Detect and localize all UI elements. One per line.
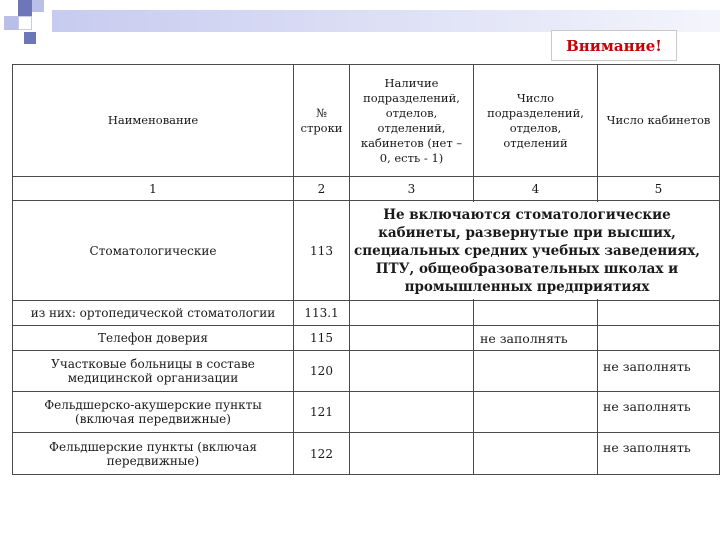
header-line-number: № строки xyxy=(294,65,350,177)
decor-square xyxy=(4,16,18,30)
row-name: Участковые больницы в составе медицинской организации xyxy=(13,351,294,392)
row-name: Стоматологические xyxy=(13,201,294,301)
row-name: Телефон доверия xyxy=(13,326,294,351)
do-not-fill-note: не заполнять xyxy=(480,331,568,346)
decor-square xyxy=(18,0,32,16)
decor-square xyxy=(24,32,36,44)
do-not-fill-note: не заполнять xyxy=(603,399,691,414)
column-number: 1 xyxy=(13,177,294,201)
attention-label: Внимание! xyxy=(551,30,677,61)
row-line-number: 121 xyxy=(294,392,350,433)
decor-square xyxy=(32,0,44,12)
column-number: 2 xyxy=(294,177,350,201)
header-cabinets-count: Число кабинетов xyxy=(598,65,720,177)
data-cell[interactable] xyxy=(350,351,474,392)
data-cell[interactable] xyxy=(474,433,598,475)
data-cell[interactable] xyxy=(474,392,598,433)
column-number: 4 xyxy=(474,177,598,201)
title-bar-decoration xyxy=(52,10,720,32)
row-line-number: 122 xyxy=(294,433,350,475)
header-name: Наименование xyxy=(13,65,294,177)
data-cell[interactable] xyxy=(350,392,474,433)
row-line-number: 113 xyxy=(294,201,350,301)
do-not-fill-note: не заполнять xyxy=(603,440,691,455)
column-number: 5 xyxy=(598,177,720,201)
do-not-fill-note: не заполнять xyxy=(603,359,691,374)
data-cell[interactable] xyxy=(350,433,474,475)
row-line-number: 113.1 xyxy=(294,301,350,326)
exclusion-notice-text: Не включаются стоматологические кабинеты, развернутые при высших, специальных средних учебных заведениях, ПТУ, общеобразовательных школах и промышленных предприятиях xyxy=(354,206,700,295)
data-cell[interactable] xyxy=(474,301,598,326)
column-number: 3 xyxy=(350,177,474,201)
row-name: Фельдшерско-акушерские пункты (включая передвижные) xyxy=(13,392,294,433)
data-cell[interactable] xyxy=(598,326,720,351)
row-name: из них: ортопедической стоматологии xyxy=(13,301,294,326)
header-presence: Наличие подразделений, отделов, отделений, кабинетов (нет – 0, есть - 1) xyxy=(350,65,474,177)
exclusion-notice xyxy=(351,202,703,299)
row-line-number: 115 xyxy=(294,326,350,351)
data-cell[interactable] xyxy=(350,326,474,351)
data-cell[interactable] xyxy=(598,301,720,326)
row-name: Фельдшерские пункты (включая передвижные) xyxy=(13,433,294,475)
data-cell[interactable] xyxy=(350,301,474,326)
row-line-number: 120 xyxy=(294,351,350,392)
data-cell[interactable] xyxy=(474,351,598,392)
header-units-count: Число подразделений, отделов, отделений xyxy=(474,65,598,177)
decor-square xyxy=(18,16,32,30)
